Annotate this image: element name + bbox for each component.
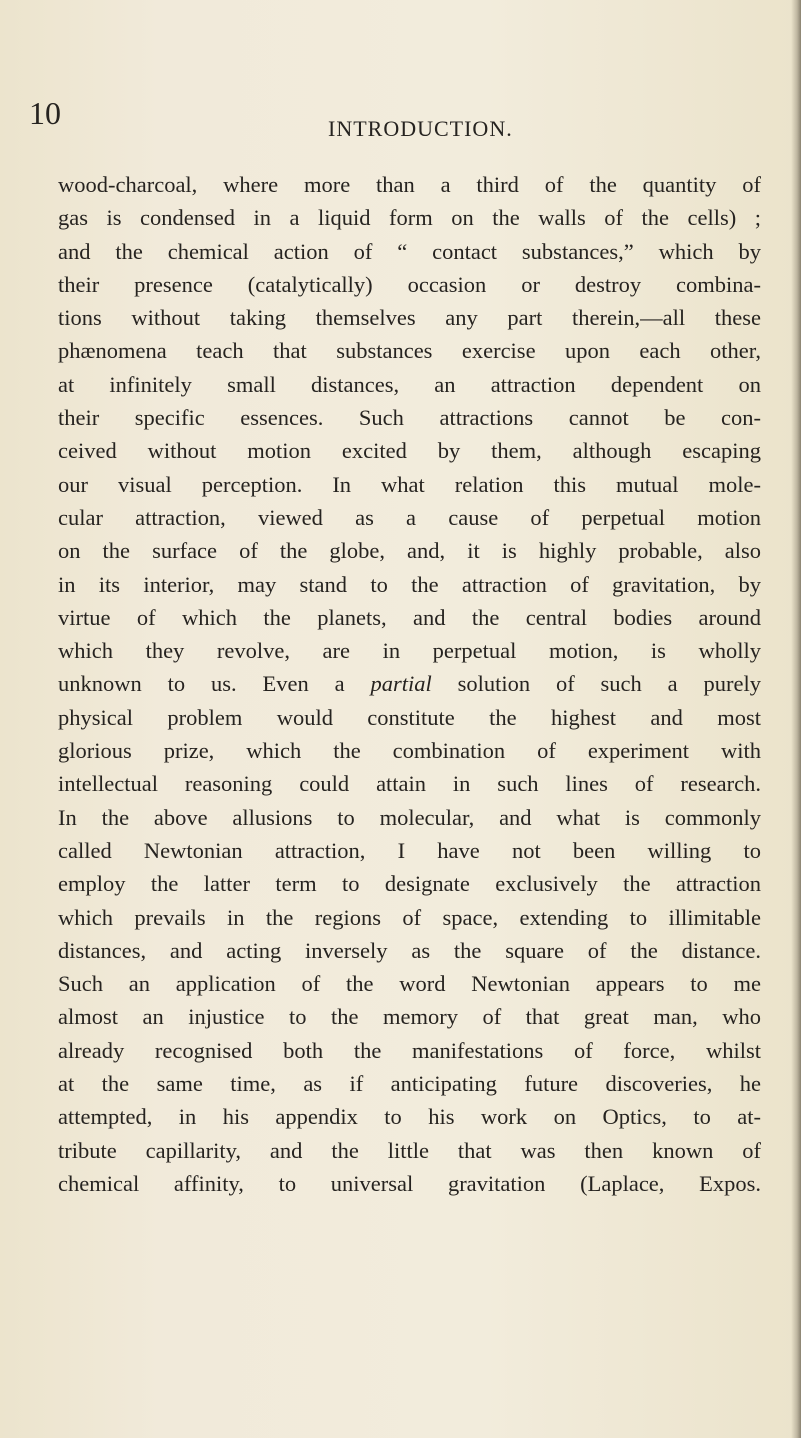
text-line: which they revolve, are in perpetual motion, is wholly	[58, 638, 761, 664]
running-head: INTRODUCTION.	[328, 116, 513, 141]
text-line: employ the latter term to designate exclusively the attraction	[58, 871, 761, 897]
text-line: physical problem would constitute the highest and most	[58, 704, 761, 730]
italic-word: partial	[370, 671, 432, 697]
text-line: cular attraction, viewed as a cause of perpetual motion	[58, 504, 761, 530]
text-line: virtue of which the planets, and the central bodies around	[58, 604, 761, 630]
text-line: which prevails in the regions of space, extending to illimitable	[58, 904, 761, 930]
text-line: ceived without motion excited by them, although escaping	[58, 438, 761, 464]
text-line: at the same time, as if anticipating future discoveries, he	[58, 1071, 761, 1097]
page-edge-shadow	[791, 0, 801, 1438]
page-number: 10	[29, 95, 61, 131]
text-line: on the surface of the globe, and, it is highly probable, also	[58, 538, 761, 564]
text-line: tions without taking themselves any part therein,—all these	[58, 305, 761, 331]
text-line: their specific essences. Such attractions cannot be con-	[58, 405, 761, 431]
text-line: wood-charcoal, where more than a third of the quantity of	[58, 172, 761, 197]
text-segment: solution of such a purely	[431, 671, 761, 697]
text-line: almost an injustice to the memory of that great man, who	[58, 1004, 761, 1030]
text-line: phænomena teach that substances exercise upon each other,	[58, 338, 761, 364]
text-line: intellectual reasoning could attain in such lines of research.	[58, 771, 761, 797]
text-line: tribute capillarity, and the little that was then known of	[58, 1137, 761, 1163]
text-line: their presence (catalytically) occasion or destroy combina-	[58, 271, 761, 297]
text-line: and the chemical action of “ contact substances,” which by	[58, 238, 761, 264]
text-line-with-italic	[58, 667, 761, 700]
text-line: Such an application of the word Newtonian appears to me	[58, 971, 761, 997]
text-line: gas is condensed in a liquid form on the walls of the cells) ;	[58, 205, 761, 231]
text-line: already recognised both the manifestations of force, whilst	[58, 1037, 761, 1063]
text-line: at infinitely small distances, an attraction dependent on	[58, 371, 761, 397]
text-segment: unknown to us. Even a	[58, 671, 371, 697]
text-line: in its interior, may stand to the attraction of gravitation, by	[58, 571, 761, 597]
text-line: chemical affinity, to universal gravitation (Laplace, Expos.	[58, 1170, 761, 1196]
text-line: distances, and acting inversely as the square of the distance.	[58, 937, 761, 963]
text-line: In the above allusions to molecular, and what is commonly	[58, 804, 761, 830]
text-line: glorious prize, which the combination of experiment with	[58, 738, 761, 764]
text-line: attempted, in his appendix to his work on Optics, to at-	[58, 1104, 761, 1130]
text-line: our visual perception. In what relation this mutual mole-	[58, 471, 761, 497]
body-text	[58, 168, 761, 1200]
text-line: called Newtonian attraction, I have not been willing to	[58, 837, 761, 863]
